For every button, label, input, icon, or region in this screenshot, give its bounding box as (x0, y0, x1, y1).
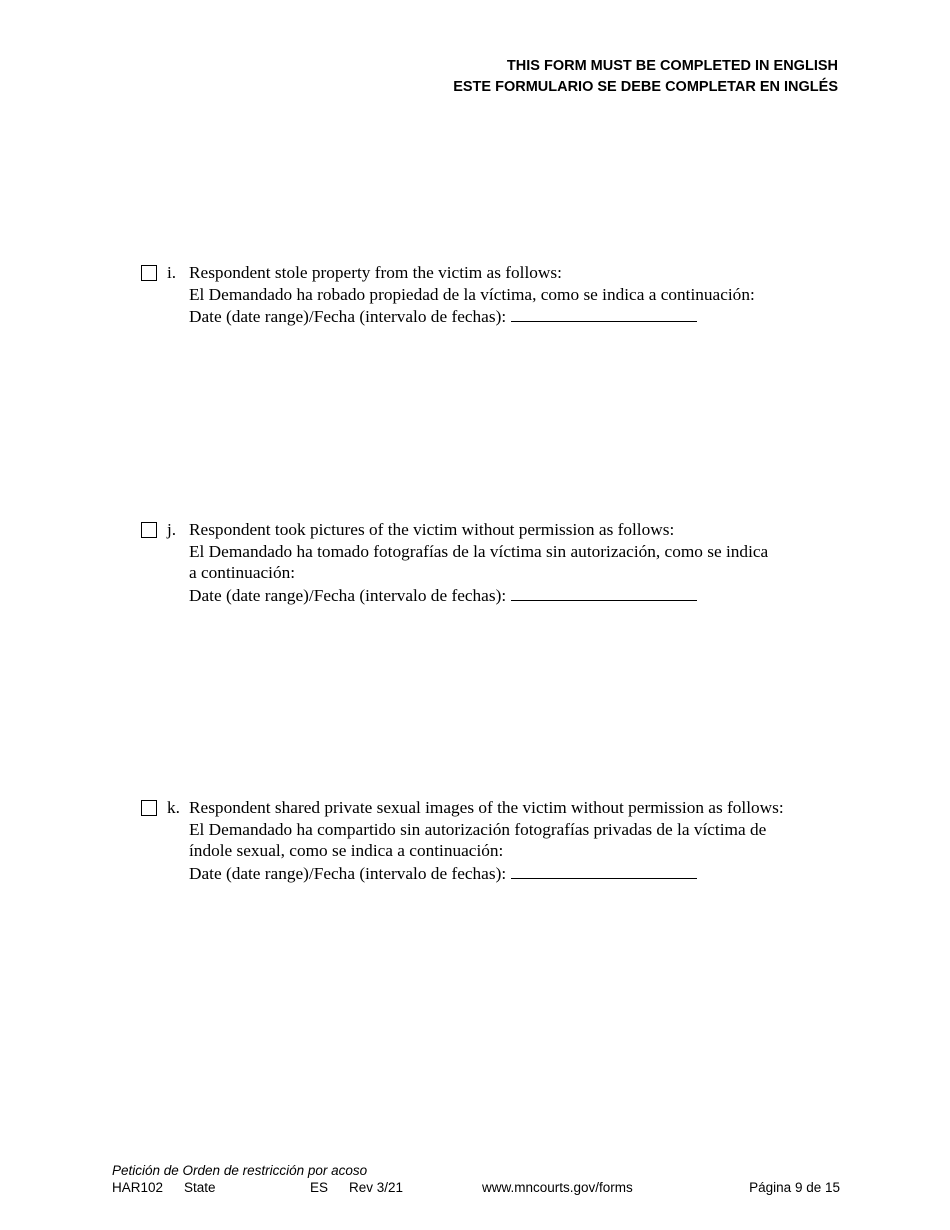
footer-meta-row (112, 1179, 840, 1196)
date-input[interactable] (511, 862, 697, 879)
item-text-es-cont: a continuación: (189, 563, 296, 583)
item-text-es: El Demandado ha compartido sin autorización fotografías privadas de la víctima de (189, 819, 767, 839)
date-input[interactable] (511, 584, 697, 601)
date-row (189, 584, 840, 607)
revision: Rev 3/21 (349, 1180, 404, 1195)
item-text-en: Respondent shared private sexual images of the victim without permission as follows: (189, 798, 784, 817)
item-text-en: Respondent took pictures of the victim without permission as follows: (189, 520, 675, 539)
item-letter: i. (167, 263, 177, 282)
item-k (140, 797, 840, 885)
item-text-es: El Demandado ha tomado fotografías de la víctima sin autorización, como se indica (189, 541, 769, 561)
notice-spanish: ESTE FORMULARIO SE DEBE COMPLETAR EN INGLÉS (453, 79, 838, 95)
item-letter: k. (167, 798, 180, 817)
item-i-checkbox[interactable] (141, 265, 157, 281)
page-number: Página 9 de 15 (749, 1180, 840, 1195)
language-code: ES (310, 1180, 329, 1195)
date-input[interactable] (511, 305, 697, 322)
item-text-es-cont: índole sexual, como se indica a continuación: (189, 841, 504, 861)
date-label: Date (date range)/Fecha (intervalo de fechas): (189, 864, 507, 884)
form-title: Petición de Orden de restricción por acoso (112, 1163, 368, 1178)
date-label: Date (date range)/Fecha (intervalo de fechas): (189, 586, 507, 606)
item-text-es: El Demandado ha robado propiedad de la víctima, como se indica a continuación: (189, 284, 755, 304)
website-link[interactable]: www.mncourts.gov/forms (482, 1180, 633, 1195)
date-row (189, 305, 840, 328)
item-text-en: Respondent stole property from the victim as follows: (189, 263, 562, 282)
page-footer (112, 1162, 840, 1196)
item-k-checkbox[interactable] (141, 800, 157, 816)
jurisdiction: State (184, 1180, 216, 1195)
form-language-notice (453, 56, 838, 98)
item-letter: j. (167, 520, 177, 539)
item-i (140, 262, 840, 328)
form-code: HAR102 (112, 1180, 164, 1195)
item-j-checkbox[interactable] (141, 522, 157, 538)
notice-english: THIS FORM MUST BE COMPLETED IN ENGLISH (506, 58, 838, 74)
item-j (140, 519, 840, 607)
date-label: Date (date range)/Fecha (intervalo de fechas): (189, 307, 507, 327)
date-row (189, 862, 840, 885)
